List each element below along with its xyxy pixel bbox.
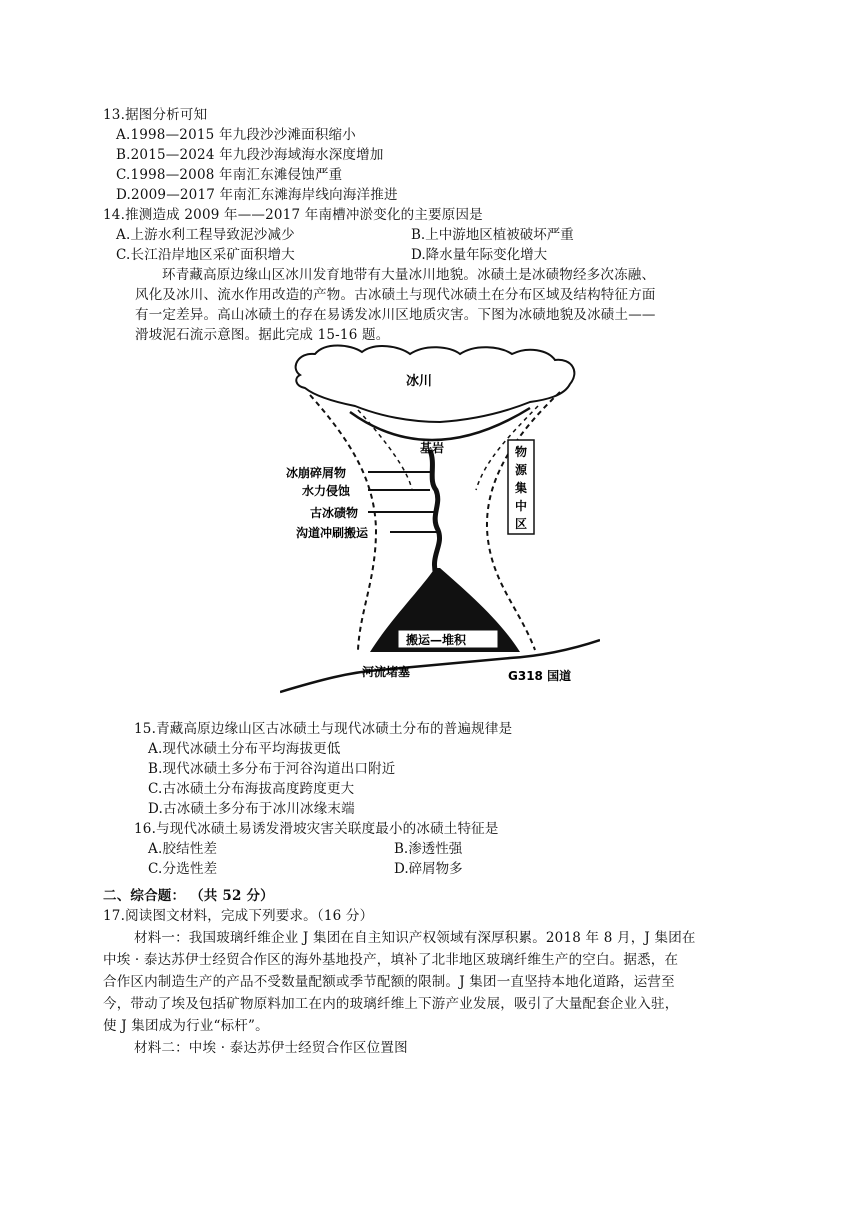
label-road: G318 国道 [508,669,572,683]
q14-stem: 14.推测造成 2009 年——2017 年南槽冲淤变化的主要原因是 [103,207,483,223]
q15-option-d: D.古冰碛土多分布于冰川冰缘末端 [148,801,355,817]
passage-line: 有一定差异。高山冰碛土的存在易诱发冰川区地质灾害。下图为冰碛地貌及冰碛土—— [135,307,656,323]
label-glacier: 冰川 [406,374,433,389]
label-source-area-char: 区 [515,517,528,531]
q13-option-c: C.1998—2008 年南汇东滩侵蚀严重 [116,167,343,183]
q17-material1-line: 使 J 集团成为行业“标杆”。 [103,1018,269,1034]
section-heading: 二、综合题： （共 52 分） [103,888,274,904]
q16-option-d: D.碎屑物多 [394,861,463,877]
q17-material1-line: 中埃 · 泰达苏伊士经贸合作区的海外基地投产，填补了北非地区玻璃纤维生产的空白。据悉，在 [103,952,679,968]
q16-option-c: C.分选性差 [148,861,218,877]
label-source-area-char: 中 [515,499,528,513]
q17-material1-line: 今，带动了埃及包括矿物原料加工在内的玻璃纤维上下游产业发展，吸引了大量配套企业入驻， [103,996,679,1012]
q13-option-d: D.2009—2017 年南汇东滩海岸线向海洋推进 [116,187,398,203]
q14-option-d: D.降水量年际变化增大 [411,247,548,263]
q15-option-c: C.古冰碛土分布海拔高度跨度更大 [148,781,355,797]
label-gully-transport: 沟道冲刷搬运 [296,526,369,540]
q16-option-b: B.渗透性强 [394,841,463,857]
label-ancient-moraine: 古冰碛物 [310,506,359,520]
label-source-area-char: 源 [515,463,528,477]
label-source-area-char: 集 [515,481,528,495]
q14-option-c: C.长江沿岸地区采矿面积增大 [116,247,295,263]
q16-stem: 16.与现代冰碛土易诱发滑坡灾害关联度最小的冰碛土特征是 [134,821,499,837]
passage-line: 环青藏高原边缘山区冰川发育地带有大量冰川地貌。冰碛土是冰碛物经多次冻融、 [162,267,656,283]
label-bedrock: 基岩 [420,441,445,455]
passage-line: 风化及冰川、流水作用改造的产物。古冰碛土与现代冰碛土在分布区域及结构特征方面 [135,287,656,303]
left-dashed-boundary [310,395,376,650]
moraine-landslide-diagram [280,340,600,700]
q15-option-a: A.现代冰碛土分布平均海拔更低 [148,741,341,757]
q14-option-b: B.上中游地区植被破坏严重 [411,227,574,243]
q14-option-a: A.上游水利工程导致泥沙减少 [116,227,295,243]
glacier-outline [296,346,575,423]
q13-option-b: B.2015—2024 年九段沙海域海水深度增加 [116,147,384,163]
q15-option-b: B.现代冰碛土多分布于河谷沟道出口附近 [148,761,396,777]
q17-stem: 17.阅读图文材料，完成下列要求。（16 分） [103,908,374,924]
q17-material2: 材料二：中埃 · 泰达苏伊士经贸合作区位置图 [134,1040,408,1056]
q17-material1-line: 材料一：我国玻璃纤维企业 J 集团在自主知识产权领域有深厚积累。2018 年 8 月，J 集团在 [134,930,696,946]
passage-line: 滑坡泥石流示意图。据此完成 15-16 题。 [135,327,390,343]
q13-option-a: A.1998—2015 年九段沙沙滩面积缩小 [116,127,356,143]
q13-stem: 13.据图分析可知 [103,107,208,123]
label-source-area-char: 物 [515,445,528,459]
q17-material1-line: 合作区内制造生产的产品不受数量配额或季节配额的限制。J 集团一直坚持本地化道路，运营至 [103,974,675,990]
label-transport-deposit: 搬运—堆积 [406,633,467,647]
q15-stem: 15.青藏高原边缘山区古冰碛土与现代冰碛土分布的普遍规律是 [134,721,513,737]
label-river-block: 河流堵塞 [362,665,411,679]
label-ice-debris: 冰崩碎屑物 [286,466,347,480]
q16-option-a: A.胶结性差 [148,841,218,857]
label-water-erosion: 水力侵蚀 [302,484,351,498]
